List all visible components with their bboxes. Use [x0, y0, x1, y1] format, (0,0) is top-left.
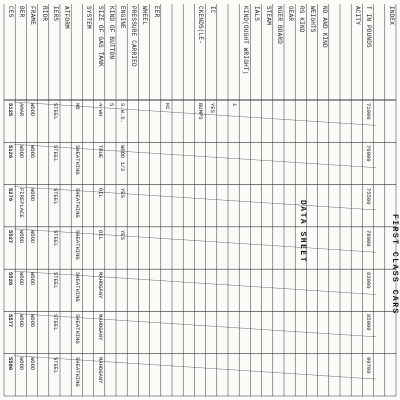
table-cell: WOOD — [29, 145, 37, 159]
table-cell: 78000 — [365, 229, 373, 247]
table-cell: WOOD — [29, 187, 37, 201]
table-cell: SHEATHING — [74, 356, 82, 387]
table-cell: MAHOGANY — [96, 272, 104, 299]
table-cell: TRUE — [96, 145, 104, 159]
row-label: SYSTEM — [85, 6, 93, 29]
row-label: CKENDS(LE- — [197, 6, 205, 45]
row-label: CES — [6, 6, 14, 18]
table-cell: WOOD — [18, 356, 26, 370]
table-cell: STEEL — [51, 356, 59, 374]
row-label: GEAR — [286, 6, 294, 22]
row-label: WEIGHTS — [309, 6, 317, 33]
table-cell: WOOD — [29, 103, 37, 117]
row-label: STEAM — [264, 6, 272, 26]
table-cell: WOOD — [18, 145, 26, 159]
row-label: ACITY — [354, 6, 362, 26]
table-cell: STEEL — [51, 145, 59, 162]
table-cell: SHEATHING — [74, 314, 82, 345]
column-number: 5276 — [6, 187, 14, 201]
table-cell: 71000 — [365, 103, 373, 120]
row-label: IC — [208, 6, 216, 14]
table-cell: S.W.S. — [118, 103, 126, 123]
table-cell: YES — [118, 229, 126, 240]
table-cell: WOOD — [29, 314, 37, 328]
row-label: WHEEL — [141, 6, 149, 26]
document-subtitle: DATA SHEET — [298, 200, 307, 264]
row-label: FRAME — [29, 6, 37, 26]
table-cell: KC — [163, 103, 171, 110]
table-cell: SHEATHING — [74, 229, 82, 260]
table-cell: FIREPLACE — [18, 187, 26, 218]
row-label: IALS — [253, 6, 261, 22]
row-label: NGER BOARD — [275, 6, 283, 45]
table-cell: SHEATHING — [74, 187, 82, 218]
column-number: 5126 — [6, 145, 14, 159]
row-label: INDEX — [387, 6, 395, 26]
table-cell: 83000 — [365, 272, 373, 289]
table-cell: SHEATHING — [74, 272, 82, 302]
table-cell: MAHOGANY — [96, 314, 104, 341]
row-label: IERS — [51, 6, 59, 22]
table-cell: STEEL — [51, 272, 59, 289]
table-cell: STEEL — [51, 314, 59, 331]
row-label: RIOR — [40, 6, 48, 22]
table-cell: WOOD — [29, 229, 37, 244]
table-cell: OIL — [96, 187, 104, 198]
table-cell: STEEL — [51, 187, 59, 205]
table-cell: WOOD — [18, 272, 26, 286]
column-number: 5577 — [6, 314, 14, 328]
table-cell: 5 — [107, 103, 115, 107]
table-cell: YES — [118, 187, 126, 198]
table-cell: MAHOGANY — [96, 356, 104, 384]
row-label: T IN POUNDS — [365, 6, 373, 48]
row-label: PRESSURE CARRIED — [130, 6, 138, 67]
column-number: 5526 — [6, 272, 14, 286]
row-label: KIND(OUGHT WRIGHT) — [242, 6, 250, 75]
table-cell: 1 — [230, 103, 238, 107]
table-cell: WOOD — [29, 356, 37, 370]
table-cell: STEEL — [51, 103, 59, 120]
table-cell: SHEATHING — [74, 145, 82, 175]
column-number: 5527 — [6, 229, 14, 244]
table-cell: 4-WH — [96, 103, 104, 117]
row-label: RS KIND — [298, 6, 306, 33]
row-label: ND AND KIND — [320, 6, 328, 48]
table-cell: AMAR — [18, 103, 26, 117]
table-cell: WOOD 1/2 — [118, 145, 126, 172]
row-label: EER — [152, 6, 160, 18]
table-cell: 90700 — [365, 356, 373, 374]
table-cell: 76000 — [365, 145, 373, 162]
table-cell: YES — [208, 103, 216, 113]
table-cell: NO — [74, 103, 82, 110]
document-title: FIRST CLASS CARS — [390, 214, 399, 315]
column-number: 5580 — [6, 356, 14, 370]
table-cell: 75500 — [365, 187, 373, 205]
row-label: SIZE OF GAS TANK — [96, 6, 104, 67]
table-cell: STEEL — [51, 229, 59, 247]
column-number: 5125 — [6, 103, 14, 117]
row-label: BER — [18, 6, 26, 18]
row-label: ENGINE — [118, 6, 126, 29]
row-label: ATFORM — [62, 6, 70, 29]
table-cell: BUMPS — [197, 103, 205, 120]
table-cell: 85000 — [365, 314, 373, 331]
table-cell: WOOD — [18, 314, 26, 328]
table-cell: WOOD — [18, 229, 26, 244]
table-cell: WOOD — [29, 272, 37, 286]
table-cell: OIL — [96, 229, 104, 240]
row-label: KIND OF BUTTON — [107, 6, 115, 60]
